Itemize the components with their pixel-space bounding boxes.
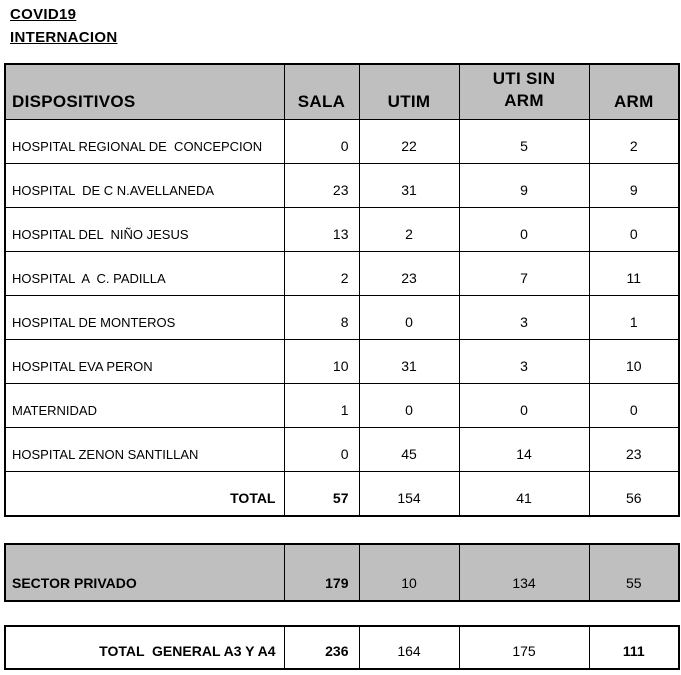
grand-total-uti-sin-arm-cell: 175 <box>459 626 589 669</box>
table-row <box>5 340 679 384</box>
hospital-name-cell: HOSPITAL DE MONTEROS <box>5 296 284 340</box>
uti-sin-arm-value-cell: 3 <box>459 340 589 384</box>
table-row <box>5 164 679 208</box>
title-line-covid19: COVID19 <box>10 6 77 23</box>
header-uti-sin-arm <box>459 64 589 120</box>
sala-value-cell: 8 <box>284 296 359 340</box>
grand-total-table <box>4 625 680 670</box>
arm-value-cell: 10 <box>589 340 679 384</box>
uti-sin-arm-value-cell: 9 <box>459 164 589 208</box>
utim-value-cell: 0 <box>359 384 459 428</box>
private-uti-sin-arm-cell: 134 <box>459 544 589 601</box>
uti-sin-arm-value-cell: 14 <box>459 428 589 472</box>
header-sala: SALA <box>284 64 359 120</box>
table-row <box>5 208 679 252</box>
total-uti-sin-arm-cell: 41 <box>459 472 589 516</box>
total-label-cell: TOTAL <box>5 472 284 516</box>
sala-value-cell: 23 <box>284 164 359 208</box>
utim-value-cell: 31 <box>359 164 459 208</box>
table-row <box>5 428 679 472</box>
total-utim-cell: 154 <box>359 472 459 516</box>
table-row <box>5 252 679 296</box>
report-title <box>10 3 117 49</box>
grand-total-arm-cell: 111 <box>589 626 679 669</box>
utim-value-cell: 45 <box>359 428 459 472</box>
private-sala-cell: 179 <box>284 544 359 601</box>
uti-sin-arm-value-cell: 5 <box>459 120 589 164</box>
table-row <box>5 296 679 340</box>
title-line-internacion: INTERNACION <box>10 29 118 46</box>
hospital-name-cell: HOSPITAL ZENON SANTILLAN <box>5 428 284 472</box>
grand-total-row <box>5 626 679 669</box>
utim-value-cell: 22 <box>359 120 459 164</box>
table-row <box>5 120 679 164</box>
uti-sin-arm-value-cell: 0 <box>459 208 589 252</box>
header-dispositivos: DISPOSITIVOS <box>5 64 284 120</box>
arm-value-cell: 11 <box>589 252 679 296</box>
arm-value-cell: 2 <box>589 120 679 164</box>
sala-value-cell: 0 <box>284 428 359 472</box>
main-table <box>4 63 680 517</box>
sala-value-cell: 0 <box>284 120 359 164</box>
arm-value-cell: 0 <box>589 208 679 252</box>
arm-value-cell: 23 <box>589 428 679 472</box>
total-row <box>5 472 679 516</box>
grand-total-sala-cell: 236 <box>284 626 359 669</box>
header-uti-sin-arm-label: UTI SIN ARM <box>492 69 556 111</box>
grand-total-utim-cell: 164 <box>359 626 459 669</box>
sala-value-cell: 13 <box>284 208 359 252</box>
uti-sin-arm-value-cell: 7 <box>459 252 589 296</box>
sala-value-cell: 1 <box>284 384 359 428</box>
grand-total-label-cell: TOTAL GENERAL A3 Y A4 <box>5 626 284 669</box>
hospital-name-cell: MATERNIDAD <box>5 384 284 428</box>
utim-value-cell: 31 <box>359 340 459 384</box>
hospital-name-cell: HOSPITAL A C. PADILLA <box>5 252 284 296</box>
table-row <box>5 384 679 428</box>
hospital-name-cell: HOSPITAL DE C N.AVELLANEDA <box>5 164 284 208</box>
total-sala-cell: 57 <box>284 472 359 516</box>
header-arm: ARM <box>589 64 679 120</box>
private-sector-table <box>4 543 680 602</box>
hospital-name-cell: HOSPITAL DEL NIÑO JESUS <box>5 208 284 252</box>
private-sector-label-cell: SECTOR PRIVADO <box>5 544 284 601</box>
private-arm-cell: 55 <box>589 544 679 601</box>
total-arm-cell: 56 <box>589 472 679 516</box>
arm-value-cell: 1 <box>589 296 679 340</box>
utim-value-cell: 0 <box>359 296 459 340</box>
utim-value-cell: 23 <box>359 252 459 296</box>
sala-value-cell: 10 <box>284 340 359 384</box>
hospital-name-cell: HOSPITAL EVA PERON <box>5 340 284 384</box>
uti-sin-arm-value-cell: 0 <box>459 384 589 428</box>
header-row <box>5 64 679 120</box>
header-utim: UTIM <box>359 64 459 120</box>
utim-value-cell: 2 <box>359 208 459 252</box>
arm-value-cell: 0 <box>589 384 679 428</box>
hospital-name-cell: HOSPITAL REGIONAL DE CONCEPCION <box>5 120 284 164</box>
uti-sin-arm-value-cell: 3 <box>459 296 589 340</box>
sala-value-cell: 2 <box>284 252 359 296</box>
arm-value-cell: 9 <box>589 164 679 208</box>
private-utim-cell: 10 <box>359 544 459 601</box>
private-sector-row <box>5 544 679 601</box>
